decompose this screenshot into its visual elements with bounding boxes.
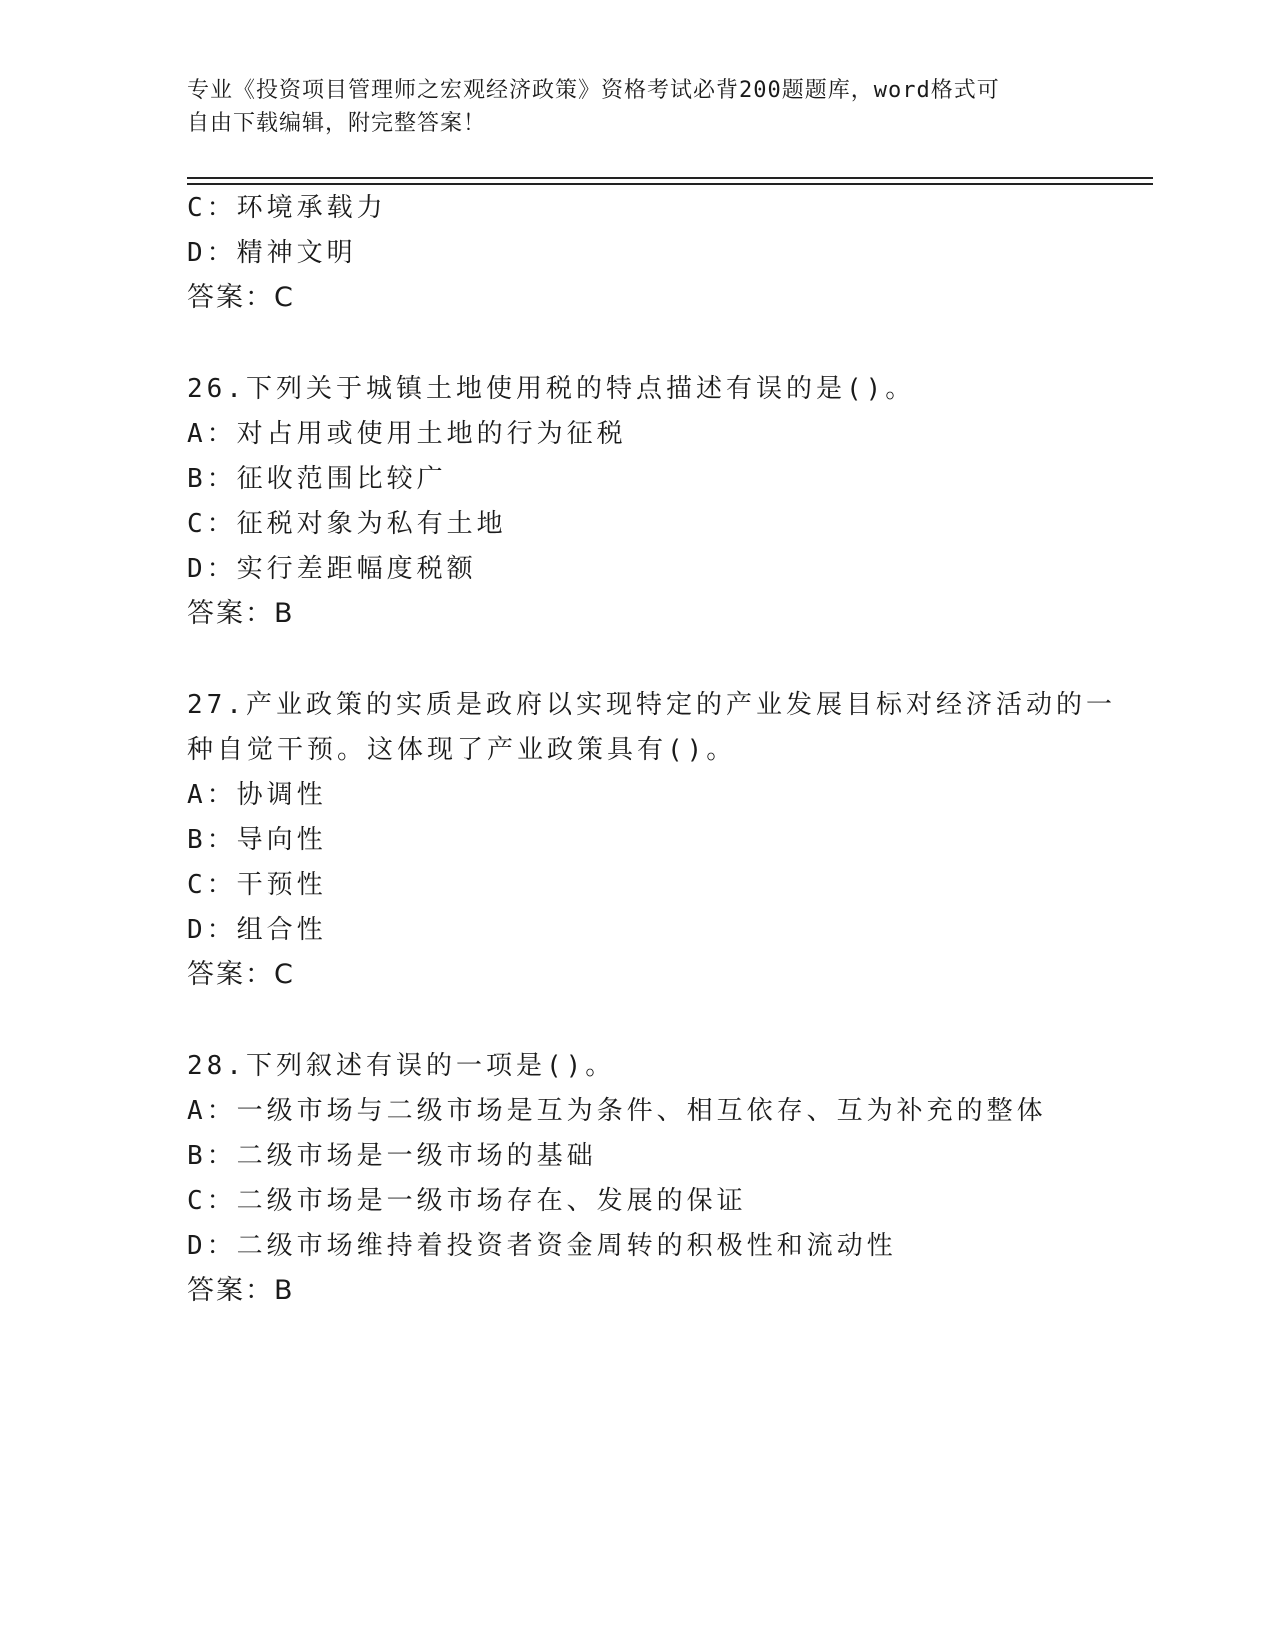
- prev-option-d: D：精神文明: [187, 238, 357, 268]
- q28-option-d: D：二级市场维持着投资者资金周转的积极性和流动性: [187, 1231, 897, 1261]
- q26-answer: 答案：B: [187, 598, 295, 629]
- q27-stem-line-2: 种自觉干预。这体现了产业政策具有()。: [187, 735, 737, 765]
- header-line-1: 专业《投资项目管理师之宏观经济政策》资格考试必背200题题库，word格式可: [187, 78, 1000, 103]
- q28-option-c: C：二级市场是一级市场存在、发展的保证: [187, 1186, 747, 1216]
- q27-option-a: A：协调性: [187, 780, 327, 810]
- q26-option-a: A：对占用或使用土地的行为征税: [187, 419, 627, 449]
- q28-option-a: A：一级市场与二级市场是互为条件、相互依存、互为补充的整体: [187, 1096, 1047, 1126]
- document-header: [187, 74, 1087, 140]
- prev-answer: 答案：C: [187, 282, 295, 313]
- q27-option-c: C：干预性: [187, 870, 327, 900]
- prev-option-c: C：环境承载力: [187, 193, 387, 223]
- q27-option-b: B：导向性: [187, 825, 327, 855]
- q27-stem-line-1: 27.产业政策的实质是政府以实现特定的产业发展目标对经济活动的一: [187, 690, 1116, 720]
- q26-stem: 26.下列关于城镇土地使用税的特点描述有误的是()。: [187, 374, 916, 404]
- header-line-2: 自由下载编辑，附完整答案！: [187, 111, 487, 136]
- q28-option-b: B：二级市场是一级市场的基础: [187, 1141, 597, 1171]
- q26-option-b: B：征收范围比较广: [187, 464, 447, 494]
- header-divider-bottom: [187, 183, 1153, 185]
- q27-answer: 答案：C: [187, 959, 295, 990]
- q27-option-d: D：组合性: [187, 915, 327, 945]
- header-divider-top: [187, 177, 1153, 179]
- q26-option-c: C：征税对象为私有土地: [187, 509, 507, 539]
- q28-stem: 28.下列叙述有误的一项是()。: [187, 1051, 616, 1081]
- q28-answer: 答案：B: [187, 1275, 295, 1306]
- q26-option-d: D：实行差距幅度税额: [187, 554, 477, 584]
